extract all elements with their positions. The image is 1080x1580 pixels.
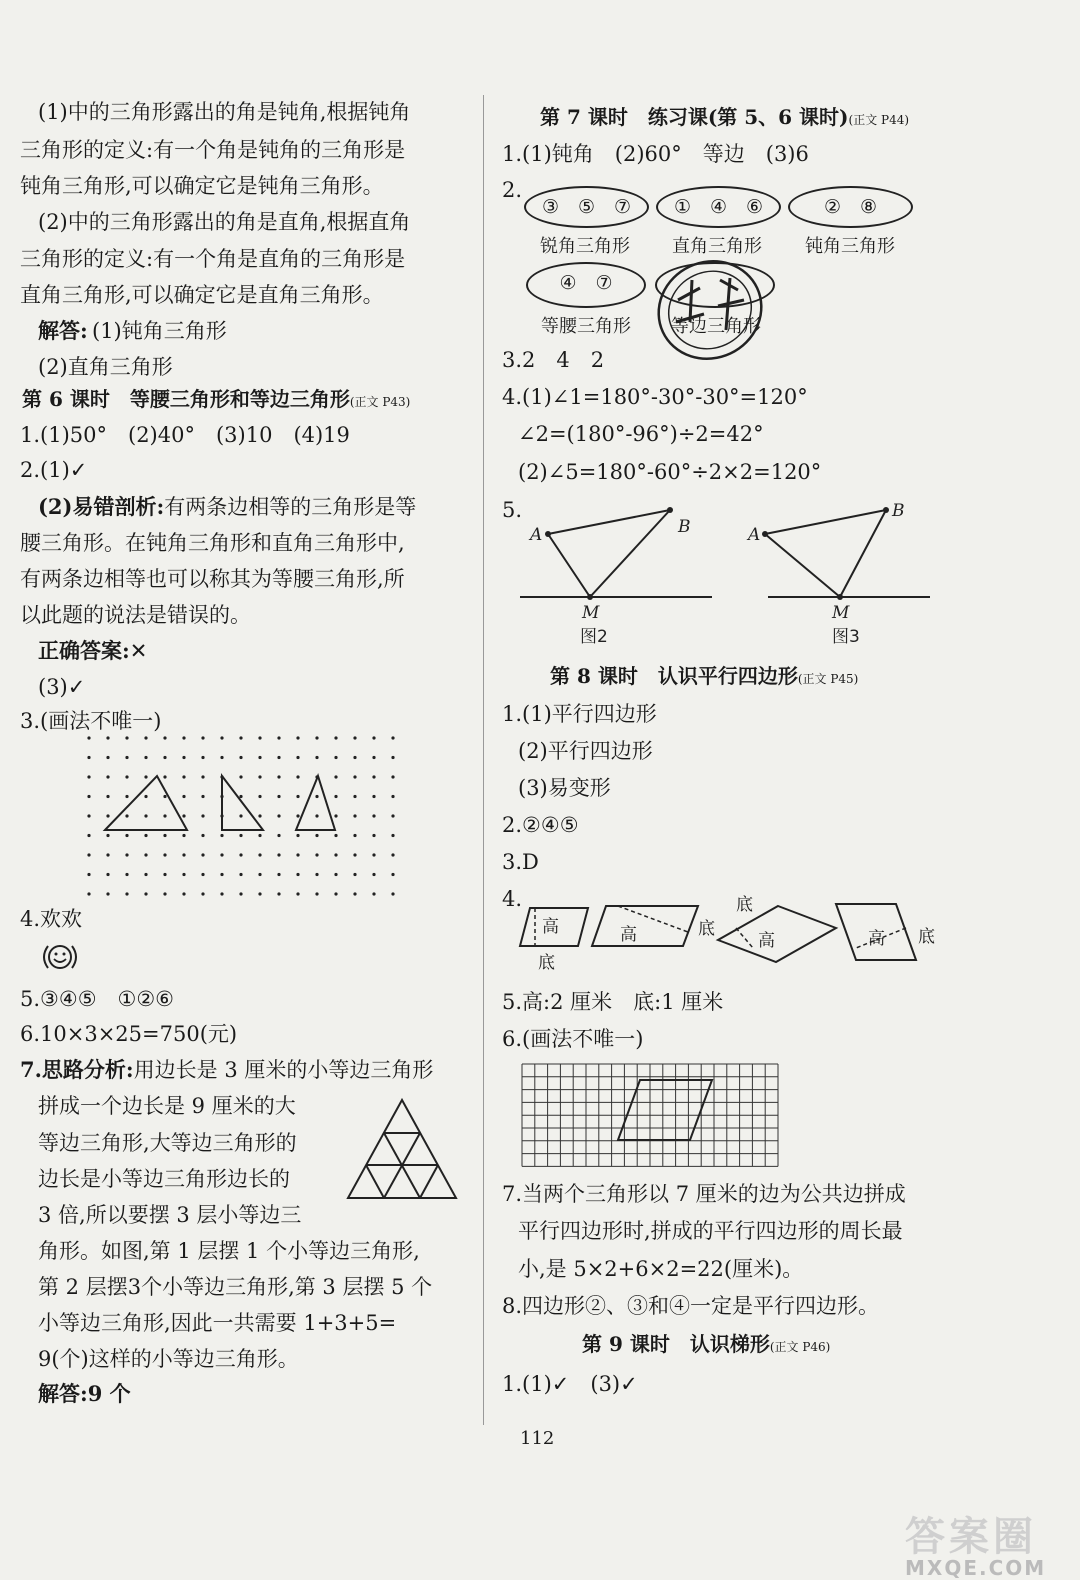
answer-line: 5. [502, 498, 523, 522]
section-heading: 第 7 课时 练习课(第 5、6 课时)(正文 P44) [540, 105, 910, 129]
height-label: 高 [868, 929, 885, 949]
answer-line: 2.(1)✓ [20, 458, 88, 482]
answer-line: 8.四边形②、③和④一定是平行四边形。 [502, 1294, 880, 1318]
answer-line: 2. [502, 178, 523, 202]
height-label: 高 [542, 917, 559, 937]
reflection-figures [520, 500, 940, 650]
point-label: A [748, 525, 761, 545]
answer-line: 5.③④⑤ ①②⑥ [20, 987, 174, 1011]
text-line: 9(个)这样的小等边三角形。 [38, 1347, 299, 1371]
text-line: 3 倍,所以要摆 3 层小等边三 [38, 1203, 302, 1227]
base-label: 底 [736, 895, 753, 915]
text-line: 直角三角形,可以确定它是直角三角形。 [20, 283, 384, 307]
base-label: 底 [918, 927, 935, 947]
answer-line: 3.2 4 2 [502, 348, 605, 372]
answer-line: ∠2=(180°-96°)÷2=42° [518, 422, 764, 446]
classification-ellipse: ① ④ ⑥ [656, 186, 781, 228]
base-label: 底 [698, 919, 715, 939]
answer-line: (2)易错剖析:有两条边相等的三角形是等 [38, 494, 417, 519]
text-line: 角形。如图,第 1 层摆 1 个小等边三角形, [38, 1239, 420, 1263]
classification-ellipse: ② ⑧ [788, 186, 913, 228]
section-heading: 第 8 课时 认识平行四边形(正文 P45) [550, 664, 859, 688]
answer-line: (3)易变形 [518, 776, 611, 800]
text-line: 三角形的定义:有一个角是直角的三角形是 [20, 247, 406, 271]
height-label: 高 [758, 931, 775, 951]
section-heading: 第 6 课时 等腰三角形和等边三角形(正文 P43) [22, 387, 411, 411]
site-watermark: 答案圈 MXQE.COM [905, 1514, 1047, 1580]
answer-line: 1.(1)平行四边形 [502, 702, 657, 726]
text-line: 第 2 层摆3个小等边三角形,第 3 层摆 5 个 [38, 1275, 433, 1299]
text-line: 钝角三角形,可以确定它是钝角三角形。 [20, 174, 384, 198]
answer-line: 1.(1)✓ (3)✓ [502, 1372, 638, 1396]
answer-label: 解答:9 个 [38, 1381, 131, 1406]
text-line: 平行四边形时,拼成的平行四边形的周长最 [518, 1219, 903, 1243]
answer-line: 正确答案:✕ [38, 638, 148, 663]
ellipse-caption: 钝角三角形 [805, 236, 895, 257]
figure-caption: 图3 [832, 627, 860, 647]
answer-line: (2)∠5=180°-60°÷2×2=120° [518, 460, 822, 484]
answer-line: (2)平行四边形 [518, 739, 653, 763]
answer-text: (1)钝角三角形 [92, 319, 227, 343]
ellipse-caption: 直角三角形 [672, 236, 762, 257]
classification-ellipse: ③ ⑤ ⑦ [524, 186, 649, 228]
parallelogram-heights-figure [518, 888, 948, 978]
square-grid-figure [520, 1062, 782, 1170]
text-line: 以此题的说法是错误的。 [20, 603, 251, 627]
text-line: 边长是小等边三角形边长的 [38, 1167, 290, 1191]
answer-line: 1.(1)钝角 (2)60° 等边 (3)6 [502, 142, 809, 166]
text-line: 三角形的定义:有一个角是钝角的三角形是 [20, 138, 406, 162]
answer-line: 6.10×3×25=750(元) [20, 1022, 238, 1046]
answer-line: 3.D [502, 850, 539, 874]
ellipse-caption: 锐角三角形 [540, 236, 630, 257]
text-line: (2)中的三角形露出的角是直角,根据直角 [38, 210, 411, 234]
answer-line: 4.(1)∠1=180°-30°-30°=120° [502, 385, 808, 409]
answer-label: 解答: [38, 318, 88, 343]
answer-line: (3)✓ [38, 675, 86, 699]
text-line: 有两条边相等也可以称其为等腰三角形,所 [20, 567, 405, 591]
answer-line: 4. [502, 887, 523, 911]
answer-line: 7.思路分析:用边长是 3 厘米的小等边三角形 [20, 1057, 434, 1082]
answer-line: 3.(画法不唯一) [20, 709, 162, 733]
height-label: 高 [620, 925, 637, 945]
text-line: 等边三角形,大等边三角形的 [38, 1131, 297, 1155]
base-label: 底 [538, 953, 555, 973]
ellipse-caption: 等边三角形 [671, 316, 761, 337]
dot-grid-figure [85, 728, 415, 898]
ellipse-caption: 等腰三角形 [541, 316, 631, 337]
classification-ellipse: ④ ⑦ [526, 262, 646, 308]
answer-text: (2)直角三角形 [38, 355, 173, 379]
answer-line: 7.当两个三角形以 7 厘米的边为公共边拼成 [502, 1182, 906, 1206]
column-divider [483, 95, 484, 1425]
point-label: B [678, 517, 691, 537]
section-heading: 第 9 课时 认识梯形(正文 P46) [582, 1332, 831, 1356]
point-label: A [530, 525, 543, 545]
point-label: M [582, 603, 600, 623]
answer-line: 2.②④⑤ [502, 813, 579, 837]
text-line: 拼成一个边长是 9 厘米的大 [38, 1094, 296, 1118]
answer-line: 1.(1)50° (2)40° (3)10 (4)19 [20, 423, 350, 447]
answer-line: 4.欢欢 [20, 907, 83, 931]
triangle-grid-figure [345, 1098, 463, 1210]
point-label: M [832, 603, 850, 623]
smiley-icon [40, 942, 80, 972]
text-line: 腰三角形。在钝角三角形和直角三角形中, [20, 531, 405, 555]
text-line: 小,是 5×2+6×2=22(厘米)。 [518, 1257, 804, 1281]
answer-line: 6.(画法不唯一) [502, 1027, 644, 1051]
point-label: B [892, 501, 905, 521]
text-line: 小等边三角形,因此一共需要 1+3+5= [38, 1311, 397, 1335]
text-line: (1)中的三角形露出的角是钝角,根据钝角 [38, 100, 411, 124]
handwritten-stamp [640, 230, 810, 430]
answer-line: 5.高:2 厘米 底:1 厘米 [502, 990, 724, 1014]
figure-caption: 图2 [580, 627, 608, 647]
page-number: 112 [520, 1428, 555, 1449]
